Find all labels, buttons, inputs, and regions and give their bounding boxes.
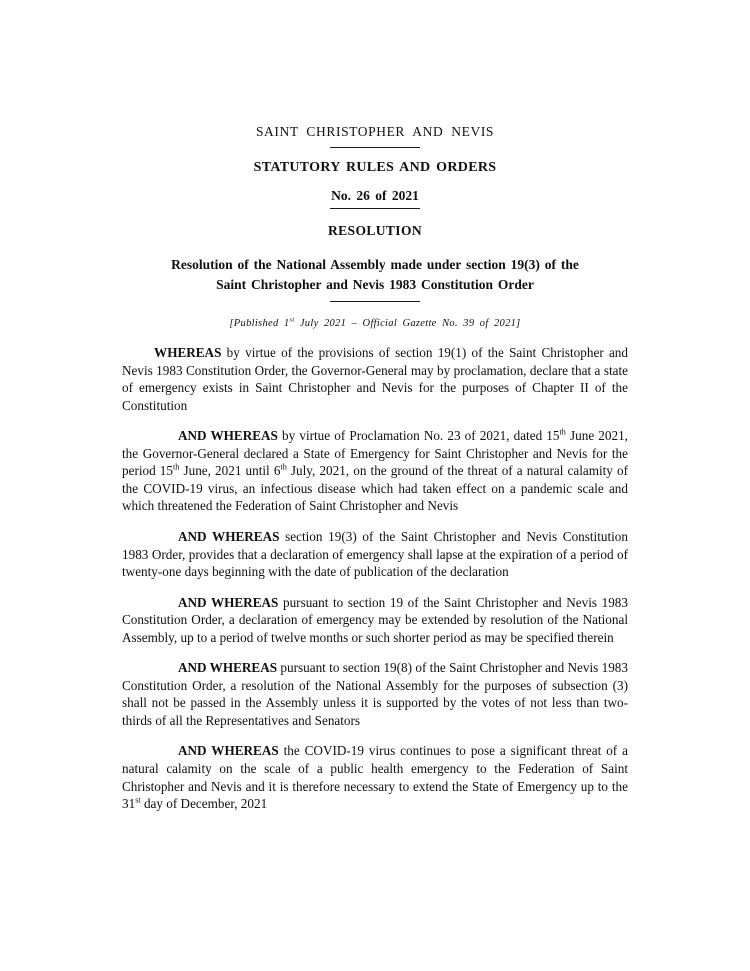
recital-lead-in: WHEREAS [154, 345, 222, 361]
recital-paragraph [122, 594, 628, 647]
instrument-type: RESOLUTION [327, 223, 423, 239]
ordinal-suffix: st [135, 795, 141, 805]
document-title [122, 255, 628, 294]
publication-note [122, 318, 628, 331]
recital-paragraph [122, 659, 628, 729]
document-title-line-2: Saint Christopher and Nevis 1983 Constitution Order [216, 276, 534, 292]
heading-divider-3 [330, 301, 420, 302]
recital-lead-in: AND WHEREAS [178, 743, 279, 759]
recital-text: pursuant to section 19 of the Saint Christopher and Nevis 1983 Constitution Order, a declaration of emergency may be extended by resolution of the National Assembly, up to a period of twelve months or such shorter period as may be specified therein [122, 594, 628, 645]
series-heading: STATUTORY RULES AND ORDERS [253, 160, 497, 176]
recital-lead-in: AND WHEREAS [178, 660, 278, 676]
heading-divider-1 [330, 147, 420, 148]
recital-paragraph [122, 427, 628, 515]
instrument-number: No. 26 of 2021 [331, 187, 419, 203]
recital-paragraph [122, 344, 628, 414]
publication-note-suffix: July 2021 – Official Gazette No. 39 of 2021] [294, 318, 521, 330]
recital-text: by virtue of Proclamation No. 23 of 2021, dated 15 [277, 428, 560, 444]
recital-text: June, 2021 until 6 [179, 463, 281, 479]
recital-paragraph [122, 742, 628, 812]
recital-text: section 19(3) of the Saint Christopher and Nevis Constitution 1983 Order, provides that a declaration of emergency shall lapse at the expiration of a period of twenty-one days beginning with the date of publication of the declaration [122, 529, 628, 580]
publication-note-prefix: [Published 1 [229, 318, 290, 330]
recital-text: pursuant to section 19(8) of the Saint Christopher and Nevis 1983 Constitution Order, a resolution of the National Assembly for the purposes of subsection (3) shall not be passed in the Assembly unless it is supported by the votes of not less than two-thirds of all the Representatives and Senators [122, 660, 628, 728]
document-title-line-1: Resolution of the National Assembly made under section 19(3) of the [171, 257, 579, 273]
ordinal-suffix: th [559, 427, 566, 437]
recital-text: day of December, 2021 [140, 796, 268, 812]
country-heading: SAINT CHRISTOPHER AND NEVIS [255, 124, 495, 139]
recitals-body [122, 344, 628, 813]
ordinal-suffix: th [173, 462, 180, 472]
heading-divider-2 [330, 208, 420, 209]
recital-lead-in: AND WHEREAS [178, 529, 280, 544]
recital-text: by virtue of the provisions of section 19(1) of the Saint Christopher and Nevis 1983 Constitution Order, the Governor-General may by proclamation, declare that a state of emergency exists in Saint Christopher and Nevis for the purposes of Chapter II of the Constitution [122, 345, 628, 413]
recital-text: July, 2021, on the ground of the threat of a natural calamity of the COVID-19 virus, an infectious disease which had taken effect on a pandemic scale and which threatened the Federation of Saint Christopher and Nevis [122, 463, 628, 514]
recital-lead-in: AND WHEREAS [178, 428, 278, 444]
recital-paragraph [122, 528, 628, 581]
recital-text: the COVID-19 virus continues to pose a significant threat of a natural calamity on the scale of a public health emergency to the Federation of Saint Christopher and Nevis and it is therefore necessary to extend the State of Emergency up to the 31 [122, 743, 628, 812]
publication-note-ordinal: st [289, 316, 295, 324]
recital-lead-in: AND WHEREAS [178, 594, 279, 610]
recital-text: June 2021, the Governor-General declared a State of Emergency for Saint Christopher and Nevis for the period 15 [122, 428, 628, 479]
ordinal-suffix: th [280, 462, 287, 472]
document-content [122, 124, 628, 813]
